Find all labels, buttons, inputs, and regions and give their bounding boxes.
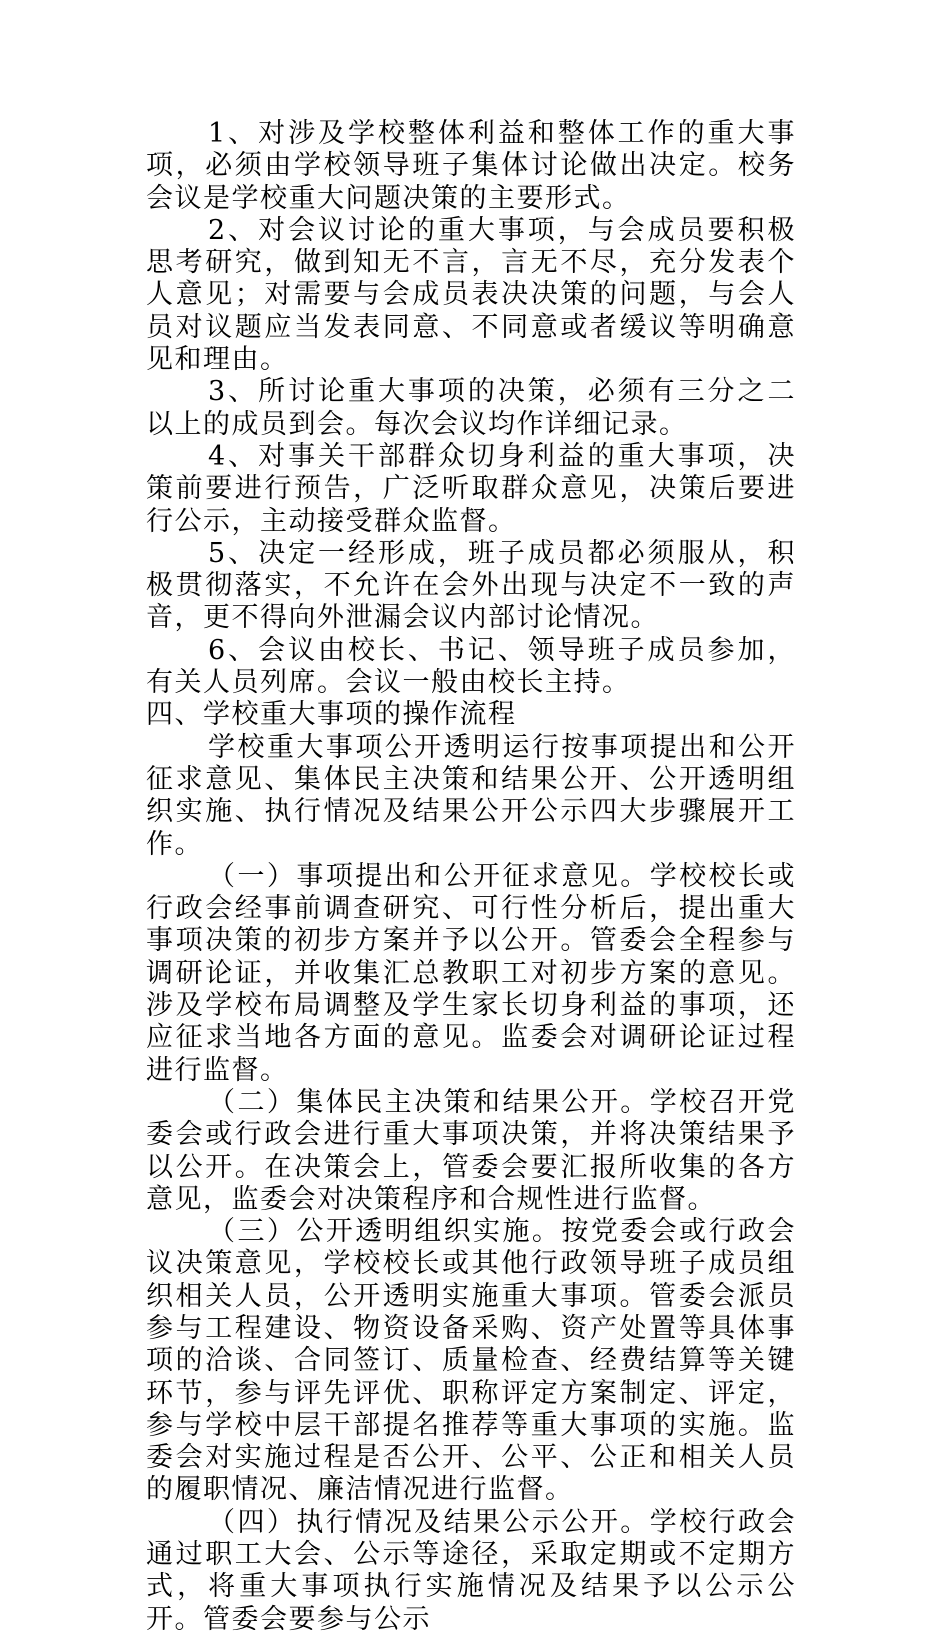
paragraph-intro: 学校重大事项公开透明运行按事项提出和公开征求意见、集体民主决策和结果公开、公开透明组织实施、执行情况及结果公开公示四大步骤展开工作。 bbox=[146, 731, 796, 860]
paragraph-item-3: 3、所讨论重大事项的决策，必须有三分之二以上的成员到会。每次会议均作详细记录。 bbox=[146, 376, 796, 440]
paragraph-step-2: （二）集体民主决策和结果公开。学校召开党委会或行政会进行重大事项决策，并将决策结果予以公开。在决策会上，管委会要汇报所收集的各方意见，监委会对决策程序和合规性进行监督。 bbox=[146, 1086, 796, 1215]
paragraph-step-3: （三）公开透明组织实施。按党委会或行政会议决策意见，学校校长或其他行政领导班子成员组织相关人员，公开透明实施重大事项。管委会派员参与工程建设、物资设备采购、资产处置等具体事项的洽谈、合同签订、质量检查、经费结算等关键环节，参与评先评优、职称评定方案制定、评定，参与学校中层干部提名推荐等重大事项的实施。监委会对实施过程是否公开、公平、公正和相关人员的履职情况、廉洁情况进行监督。 bbox=[146, 1216, 796, 1506]
section-heading: 四、学校重大事项的操作流程 bbox=[146, 699, 517, 731]
paragraph-item-2: 2、对会议讨论的重大事项，与会成员要积极思考研究，做到知无不言，言无不尽，充分发表个人意见；对需要与会成员表决决策的问题，与会人员对议题应当发表同意、不同意或者缓议等明确意见和理由。 bbox=[146, 214, 796, 376]
paragraph-step-1: （一）事项提出和公开征求意见。学校校长或行政会经事前调查研究、可行性分析后，提出重大事项决策的初步方案并予以公开。管委会全程参与调研论证，并收集汇总教职工对初步方案的意见。涉及学校布局调整及学生家长切身利益的事项，还应征求当地各方面的意见。监委会对调研论证过程进行监督。 bbox=[146, 860, 796, 1086]
paragraph-item-6: 6、会议由校长、书记、领导班子成员参加，有关人员列席。会议一般由校长主持。 bbox=[146, 634, 796, 699]
paragraph-step-4: （四）执行情况及结果公示公开。学校行政会通过职工大会、公示等途径，采取定期或不定期方式，将重大事项执行实施情况及结果予以公示公开。管委会要参与公示 bbox=[146, 1506, 796, 1635]
paragraph-item-4: 4、对事关干部群众切身利益的重大事项，决策前要进行预告，广泛听取群众意见，决策后要进行公示，主动接受群众监督。 bbox=[146, 440, 796, 537]
paragraph-item-1: 1、对涉及学校整体利益和整体工作的重大事项，必须由学校领导班子集体讨论做出决定。校务会议是学校重大问题决策的主要形式。 bbox=[146, 118, 796, 214]
paragraph-item-5: 5、决定一经形成，班子成员都必须服从，积极贯彻落实，不允许在会外出现与决定不一致的声音，更不得向外泄漏会议内部讨论情况。 bbox=[146, 537, 796, 634]
document-page bbox=[146, 118, 796, 1636]
